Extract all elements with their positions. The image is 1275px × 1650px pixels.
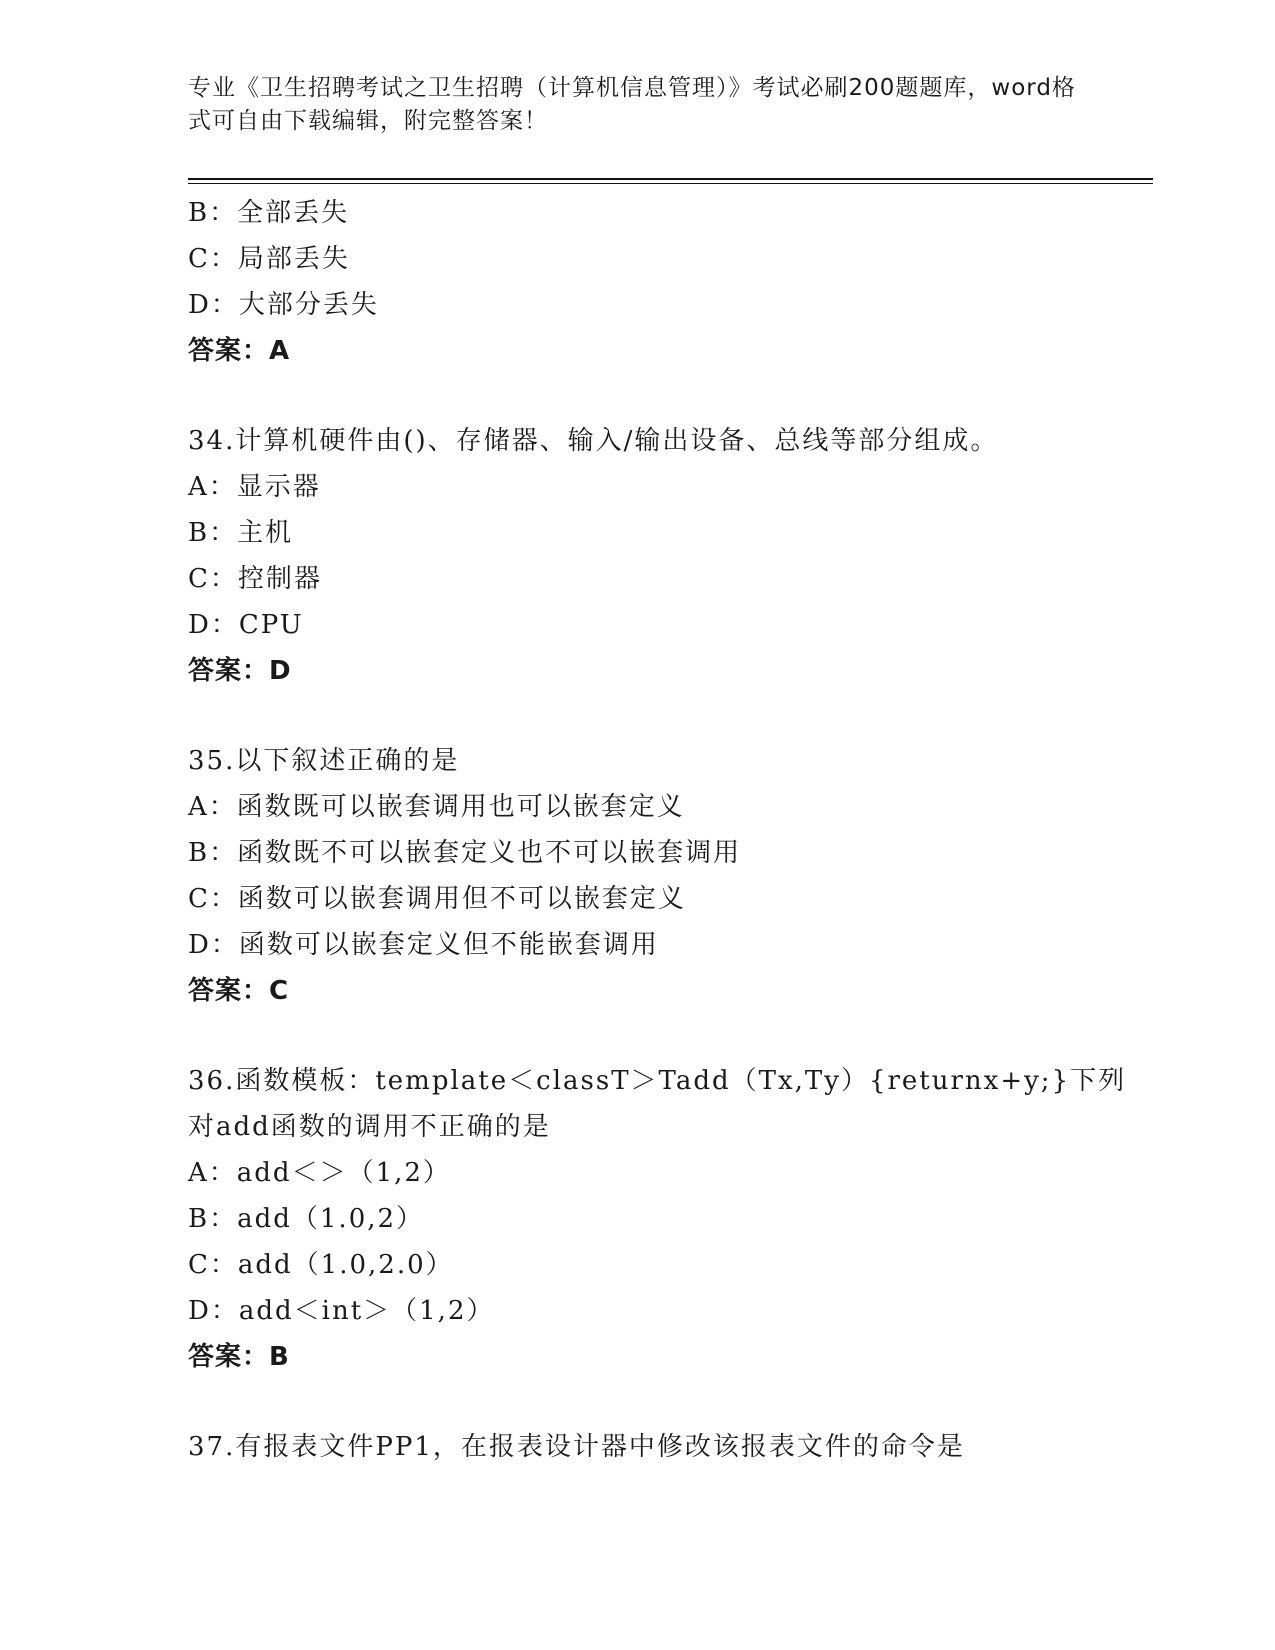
question-stem: 34.计算机硬件由()、存储器、输入/输出设备、总线等部分组成。	[188, 426, 999, 456]
prev-question	[188, 190, 1148, 374]
question-35	[188, 738, 1148, 1014]
question-stem: 37.有报表文件PP1，在报表设计器中修改该报表文件的命令是	[188, 1432, 965, 1462]
option-a: A：显示器	[188, 472, 321, 502]
answer: 答案：C	[188, 976, 290, 1006]
question-stem: 36.函数模板：template＜classT＞Tadd（Tx,Ty）{returnx+y;}下列对add函数的调用不正确的是	[188, 1066, 1127, 1142]
question-34	[188, 418, 1148, 694]
option-d: D：add＜int＞（1,2）	[188, 1296, 495, 1326]
header-rule-thin	[188, 183, 1153, 184]
option-a: A：函数既可以嵌套调用也可以嵌套定义	[188, 792, 685, 822]
question-36	[188, 1058, 1148, 1380]
option-b: B：函数既不可以嵌套定义也不可以嵌套调用	[188, 838, 742, 868]
option-c: C：局部丢失	[188, 244, 350, 274]
question-stem: 35.以下叙述正确的是	[188, 746, 460, 776]
option-b: B：全部丢失	[188, 198, 350, 228]
option-c: C：控制器	[188, 564, 322, 594]
answer: 答案：B	[188, 1342, 290, 1372]
document-header: 专业《卫生招聘考试之卫生招聘（计算机信息管理）》考试必刷200题题库，word格式可自由下载编辑，附完整答案！	[188, 75, 1076, 134]
option-d: D：函数可以嵌套定义但不能嵌套调用	[188, 930, 659, 960]
question-37	[188, 1424, 1148, 1470]
option-d: D：大部分丢失	[188, 290, 379, 320]
option-c: C：函数可以嵌套调用但不可以嵌套定义	[188, 884, 686, 914]
question-list	[188, 190, 1148, 1470]
option-a: A：add＜＞（1,2）	[188, 1158, 451, 1188]
header-rule-thick	[188, 178, 1153, 180]
option-b: B：主机	[188, 518, 294, 548]
answer: 答案：A	[188, 336, 291, 366]
option-d: D：CPU	[188, 610, 304, 640]
option-c: C：add（1.0,2.0）	[188, 1250, 454, 1280]
option-b: B：add（1.0,2）	[188, 1204, 425, 1234]
answer: 答案：D	[188, 656, 292, 686]
